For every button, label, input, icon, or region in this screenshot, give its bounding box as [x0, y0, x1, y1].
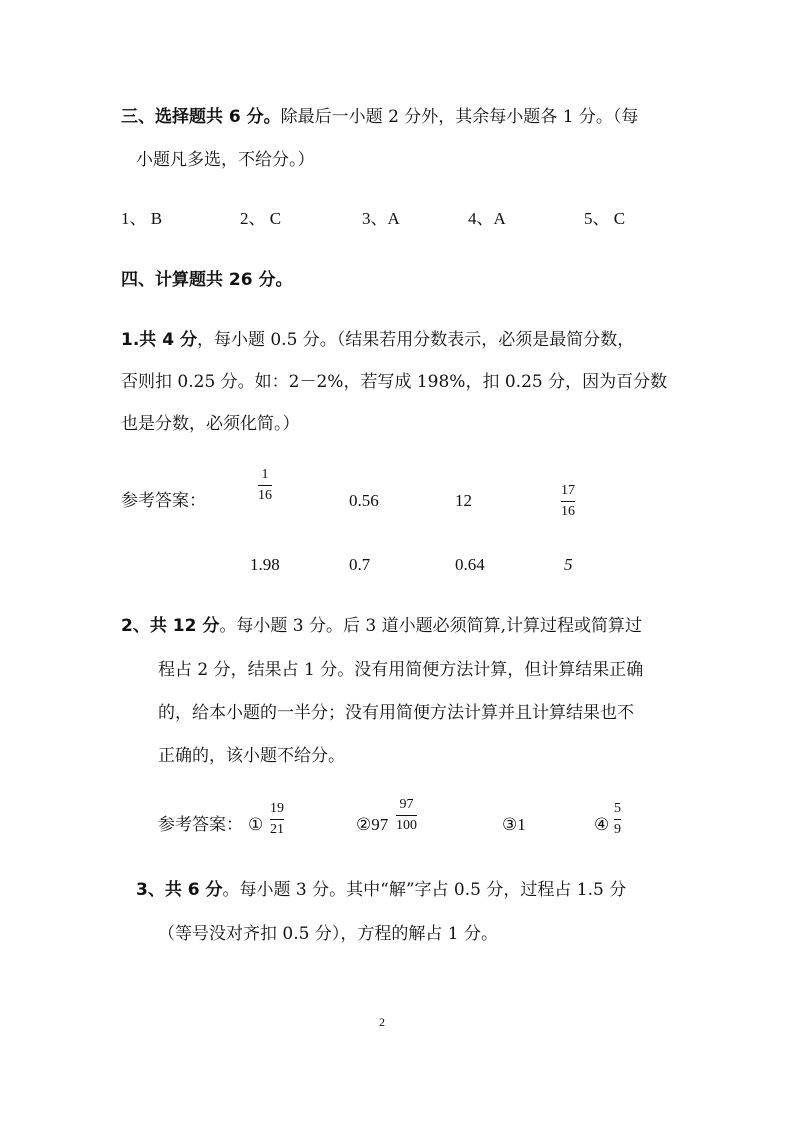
fraction-numerator: 97 — [399, 797, 414, 812]
q3-line1 — [136, 878, 626, 902]
mc-answer-5: 5、 C — [584, 209, 626, 228]
q2-line3: 的，给本小题的一半分；没有用简便方法计算并且计算结果也不 — [158, 703, 634, 723]
section3-desc2: 小题凡多选，不给分。） — [136, 150, 315, 170]
q2-answer-2-circle: ② — [356, 815, 372, 834]
mc-answer-3: 3、A — [362, 209, 400, 228]
q3-text1: 。每小题 3 分。其中“解”字占 0.5 分，过程占 1.5 分 — [222, 880, 627, 900]
q2-line4: 正确的，该小题不给分。 — [158, 746, 345, 766]
fraction-numerator: 1 — [261, 467, 269, 482]
q1-answer-8: 5 — [564, 555, 573, 574]
section4-title: 四、计算题共 26 分。 — [121, 270, 293, 290]
q1-answer-1 — [258, 467, 272, 504]
q2-answer-4 — [614, 801, 621, 838]
fraction-denominator: 9 — [614, 822, 621, 837]
fraction-bar — [561, 501, 575, 502]
fraction-numerator: 17 — [561, 483, 575, 498]
q1-answer-6: 0.7 — [349, 555, 371, 574]
mc-answer-4: 4、A — [468, 209, 506, 228]
section3-desc: 除最后一小题 2 分外，其余每小题各 1 分。（每 — [280, 107, 639, 127]
fraction-bar — [258, 485, 272, 486]
q2-line2: 程占 2 分，结果占 1 分。没有用简便方法计算，但计算结果正确 — [158, 660, 644, 680]
fraction-bar — [614, 819, 621, 820]
fraction-denominator: 100 — [396, 818, 417, 833]
q1-line2: 否则扣 0.25 分。如：2－2%，若写成 198%，扣 0.25 分，因为百分数 — [121, 372, 668, 392]
q2-line1 — [121, 614, 642, 638]
q2-head: 2、共 12 分 — [121, 616, 220, 636]
q1-answer-7: 0.64 — [455, 555, 485, 574]
q2-answer-2-mark — [356, 813, 388, 837]
q3-head: 3、共 6 分 — [136, 880, 223, 900]
q1-answer-3: 12 — [455, 491, 472, 510]
q1-answer-2: 0.56 — [349, 491, 379, 510]
fraction-denominator: 16 — [561, 504, 575, 519]
fraction-bar — [396, 815, 417, 816]
page-number: 2 — [379, 1015, 385, 1029]
q1-line1 — [121, 328, 634, 352]
q1-head: 1.共 4 分 — [121, 330, 197, 350]
fraction-bar — [270, 819, 284, 820]
q2-answer-3 — [502, 813, 526, 837]
mc-answer-2: 2、 C — [240, 209, 282, 228]
q1-answer-4 — [561, 483, 575, 520]
q1-text1: ，每小题 0.5 分。（结果若用分数表示，必须是最简分数， — [196, 330, 635, 350]
q2-answer-4-mark: ④ — [594, 815, 610, 834]
fraction-numerator: 5 — [614, 801, 621, 816]
q1-answer-5: 1.98 — [250, 555, 280, 574]
q1-ref-label: 参考答案： — [121, 491, 206, 511]
q2-answer-1 — [270, 801, 284, 838]
section3-line1 — [121, 105, 638, 129]
q2-ref-label: 参考答案： — [158, 815, 243, 835]
q2-answer-3-circle: ③ — [502, 815, 518, 834]
mc-answer-1: 1、 B — [121, 209, 163, 228]
q2-answer-1-mark: ① — [248, 815, 264, 834]
q1-line3: 也是分数，必须化简。） — [121, 414, 300, 434]
fraction-denominator: 16 — [258, 488, 272, 503]
fraction-denominator: 21 — [270, 822, 284, 837]
section3-title: 三、选择题共 6 分。 — [121, 107, 281, 127]
q2-answer-3-value: 1 — [517, 815, 526, 834]
q2-answer-2-whole: 97 — [371, 815, 389, 834]
q2-text1: 。每小题 3 分。后 3 道小题必须简算,计算过程或简算过 — [219, 616, 642, 636]
q3-line2: （等号没对齐扣 0.5 分），方程的解占 1 分。 — [158, 924, 498, 944]
q2-answer-2 — [396, 797, 417, 834]
fraction-numerator: 19 — [270, 801, 284, 816]
